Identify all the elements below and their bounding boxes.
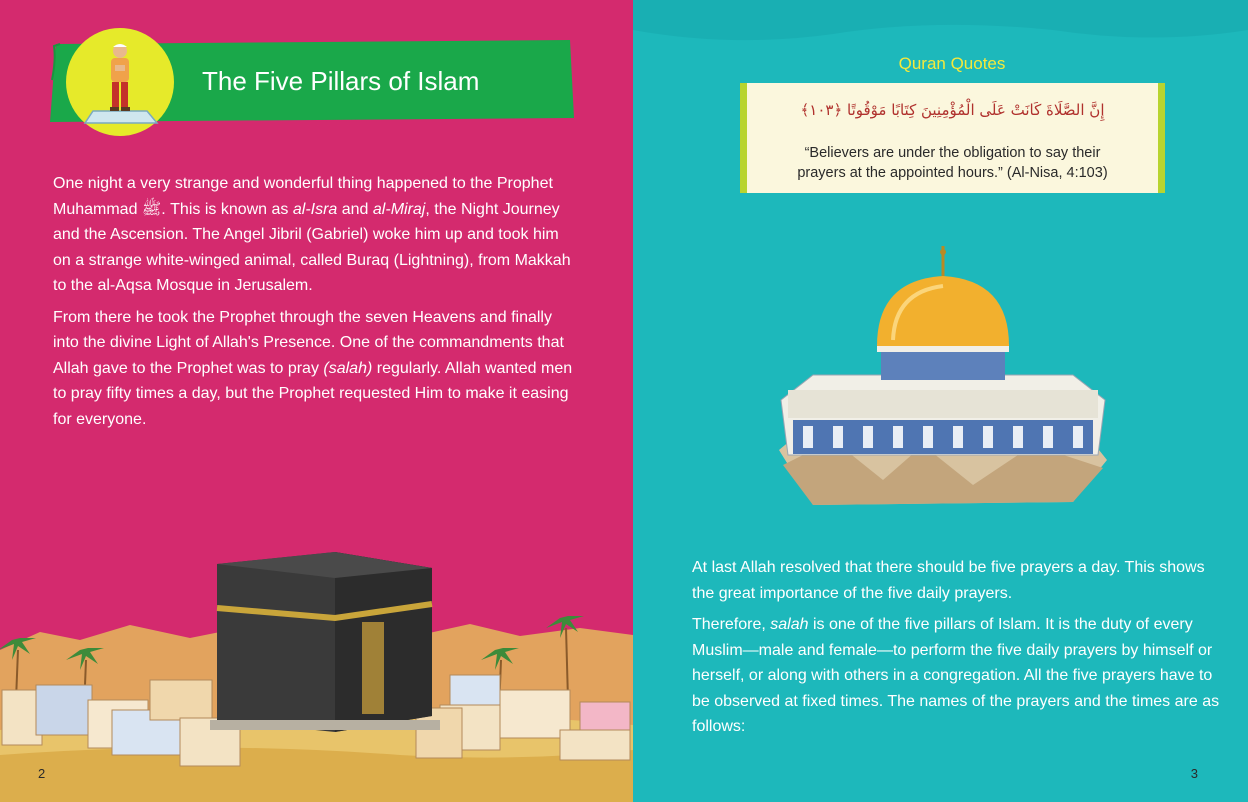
right-body-text: [692, 555, 1222, 746]
italic-term: al-Isra: [292, 200, 338, 218]
text-run: One night a very strange and wonderful thing happened to the Prophet Muhammad ﷺ. This is known as: [53, 175, 553, 218]
quote-card-border-left: [740, 83, 747, 193]
text-run: Therefore,: [692, 616, 771, 633]
paragraph: [53, 171, 578, 299]
page-title: The Five Pillars of Islam: [202, 66, 480, 96]
italic-term: al-Miraj: [372, 200, 426, 218]
translation-line: “Believers are under the obligation to say their: [804, 145, 1101, 161]
text-run: From there he took the Prophet through the seven Heavens and finally into the divine Light of Allah's Presence. One of the commandments that Allah gave to the Prophet was to pray: [53, 308, 564, 377]
verse-translation: [760, 143, 1145, 183]
right-page: [633, 0, 1248, 802]
text-run: is one of the five pillars of Islam. It is the duty of every Muslim—male and female—to perform the five daily prayers by himself or herself, or along with others in a congregation. All the five prayers have to be observed at fixed times. The names of the prayers and the times are as follows:: [692, 616, 1220, 735]
quote-heading: Quran Quotes: [898, 54, 1006, 73]
text-run: and: [337, 200, 373, 218]
paragraph: [692, 555, 1222, 606]
text-run: regularly. Allah wanted men to pray fifty times a day, but the Prophet requested Him to make it easing for everyone.: [53, 359, 573, 428]
paragraph: [53, 305, 578, 433]
page-number: 3: [1190, 766, 1198, 781]
paper-texture: [633, 0, 1248, 60]
paragraph: [692, 612, 1222, 740]
title-banner: [50, 40, 576, 122]
italic-term: (salah): [323, 359, 373, 377]
page-number: 2: [38, 766, 46, 781]
text-run: , the Night Journey and the Ascension. The Angel Jibril (Gabriel) woke him up and took him on a strange white-winged animal, called Buraq (Lightning), from Makkah to the al-Aqsa Mosque in Jerusalem.: [53, 200, 571, 294]
italic-term: salah: [770, 616, 809, 633]
praying-boy-icon: [65, 27, 175, 137]
left-body-text: [53, 171, 578, 438]
text-run: At last Allah resolved that there should be five prayers a day. This shows the great importance of the five daily prayers.: [692, 559, 1205, 602]
arabic-verse: إِنَّ الصَّلَاةَ كَانَتْ عَلَى الْمُؤْمِنِينَ كِتَابًا مَوْقُوتًا ﴿١٠٣﴾: [800, 101, 1105, 119]
translation-line: prayers at the appointed hours.” (Al-Nisa, 4:103): [797, 165, 1108, 181]
dome-of-the-rock-illustration: [773, 240, 1113, 510]
quote-card-border-right: [1158, 83, 1165, 193]
quote-card: [740, 83, 1165, 193]
kaaba-illustration: [0, 540, 633, 802]
